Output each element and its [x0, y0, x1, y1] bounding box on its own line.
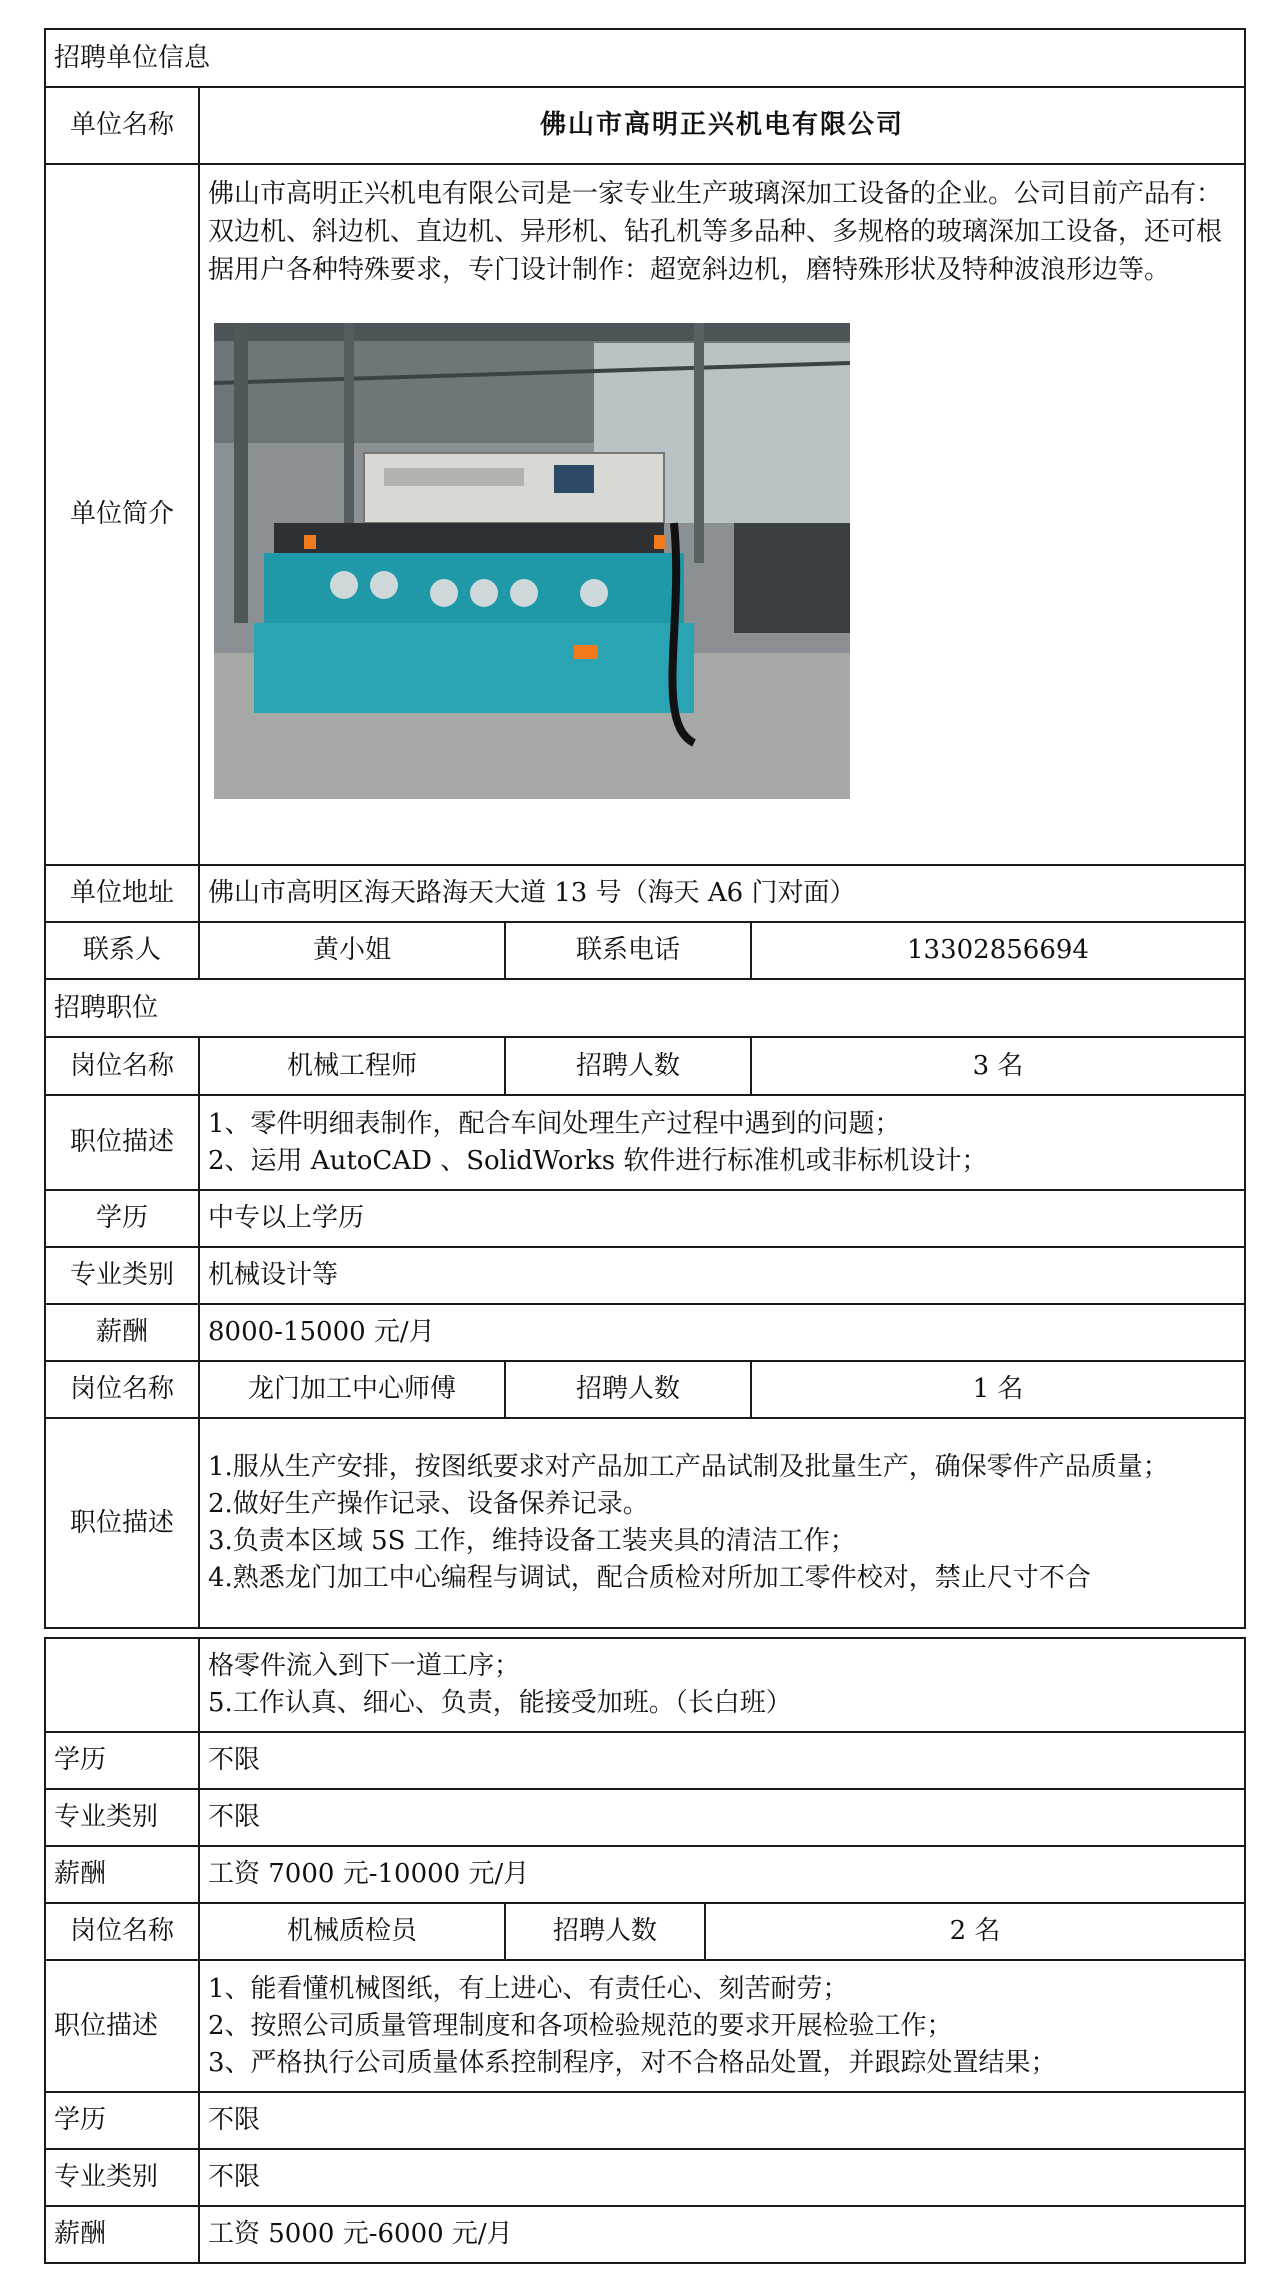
job3-edu-label: 学历	[45, 2092, 199, 2149]
company-contact-row	[45, 922, 1245, 979]
company-name: 佛山市高明正兴机电有限公司	[199, 87, 1245, 164]
job2-salary-label: 薪酬	[45, 1846, 199, 1903]
job1-edu-row	[45, 1190, 1245, 1247]
job2-desc-cont	[199, 1638, 1245, 1732]
job3-edu-row	[45, 2092, 1245, 2149]
job2-desc-line: 1.服从生产安排，按图纸要求对产品加工产品试制及批量生产，确保零件产品质量；	[208, 1452, 1169, 1482]
job3-major: 不限	[199, 2149, 1245, 2206]
job3-title-row	[45, 1903, 1245, 1960]
job3-desc-row	[45, 1960, 1245, 2092]
job2-desc-cont-row	[45, 1638, 1245, 1732]
job1-count-label: 招聘人数	[505, 1037, 751, 1095]
job2-title-row	[45, 1361, 1245, 1418]
job3-count: 2 名	[705, 1903, 1245, 1960]
job1-desc-line: 1、零件明细表制作，配合车间处理生产过程中遇到的问题；	[208, 1108, 901, 1139]
company-intro-label: 单位简介	[45, 164, 199, 865]
job3-title: 机械质检员	[199, 1903, 505, 1960]
phone-number: 13302856694	[751, 922, 1245, 979]
company-intro-cell	[199, 164, 1245, 865]
job2-count: 1 名	[751, 1361, 1245, 1418]
job1-desc-line: 2、运用 AutoCAD 、SolidWorks 软件进行标准机或非标机设计；	[208, 1145, 988, 1176]
job2-major-label: 专业类别	[45, 1789, 199, 1846]
company-section-row	[45, 29, 1245, 87]
recruitment-table-part2	[44, 1637, 1246, 2264]
job2-salary: 工资 7000 元-10000 元/月	[199, 1846, 1245, 1903]
job2-salary-row	[45, 1846, 1245, 1903]
job2-desc-line: 4.熟悉龙门加工中心编程与调试，配合质检对所加工零件校对，禁止尺寸不合	[208, 1563, 1091, 1593]
section-title-jobs: 招聘职位	[45, 979, 1245, 1037]
job3-desc-line: 3、严格执行公司质量体系控制程序，对不合格品处置，并跟踪处置结果；	[208, 2047, 1057, 2078]
job1-major-row	[45, 1247, 1245, 1304]
job2-desc	[199, 1418, 1245, 1628]
job1-salary-row	[45, 1304, 1245, 1361]
job2-count-label: 招聘人数	[505, 1361, 751, 1418]
recruitment-sheet	[44, 28, 1244, 2264]
job1-title-label: 岗位名称	[45, 1037, 199, 1095]
job2-edu-label: 学历	[45, 1732, 199, 1789]
job1-major-label: 专业类别	[45, 1247, 199, 1304]
jobs-section-row	[45, 979, 1245, 1037]
job3-salary: 工资 5000 元-6000 元/月	[199, 2206, 1245, 2263]
job1-desc-label: 职位描述	[45, 1095, 199, 1190]
job3-major-label: 专业类别	[45, 2149, 199, 2206]
job1-salary-label: 薪酬	[45, 1304, 199, 1361]
company-address: 佛山市高明区海天路海天大道 13 号（海天 A6 门对面）	[199, 865, 1245, 922]
page-break-gap	[44, 1629, 1244, 1637]
job2-title: 龙门加工中心师傅	[199, 1361, 505, 1418]
section-title-company: 招聘单位信息	[45, 29, 1245, 87]
recruitment-table-part1	[44, 28, 1246, 1629]
job2-desc-label: 职位描述	[45, 1418, 199, 1628]
job2-desc-cont-label-cell	[45, 1638, 199, 1732]
job2-major: 不限	[199, 1789, 1245, 1846]
job3-desc-label: 职位描述	[45, 1960, 199, 2092]
job3-edu: 不限	[199, 2092, 1245, 2149]
job3-desc-line: 1、能看懂机械图纸，有上进心、有责任心、刻苦耐劳；	[208, 1973, 849, 2004]
job2-desc-line: 2.做好生产操作记录、设备保养记录。	[208, 1489, 649, 1519]
job3-title-label: 岗位名称	[45, 1903, 199, 1960]
job2-desc-row	[45, 1418, 1245, 1628]
job3-desc-line: 2、按照公司质量管理制度和各项检验规范的要求开展检验工作；	[208, 2010, 953, 2041]
job1-desc	[199, 1095, 1245, 1190]
job2-edu-row	[45, 1732, 1245, 1789]
job1-desc-row	[45, 1095, 1245, 1190]
phone-label: 联系电话	[505, 922, 751, 979]
job3-major-row	[45, 2149, 1245, 2206]
job2-desc-line: 3.负责本区域 5S 工作，维持设备工装夹具的清洁工作；	[208, 1526, 856, 1556]
job1-edu-label: 学历	[45, 1190, 199, 1247]
job1-salary: 8000-15000 元/月	[199, 1304, 1245, 1361]
company-address-label: 单位地址	[45, 865, 199, 922]
job3-salary-row	[45, 2206, 1245, 2263]
contact-label: 联系人	[45, 922, 199, 979]
machine-photo	[214, 323, 850, 799]
company-name-label: 单位名称	[45, 87, 199, 164]
job2-desc-line: 格零件流入到下一道工序；	[208, 1651, 521, 1681]
job1-count: 3 名	[751, 1037, 1245, 1095]
job1-edu: 中专以上学历	[199, 1190, 1245, 1247]
job1-major: 机械设计等	[199, 1247, 1245, 1304]
company-name-row	[45, 87, 1245, 164]
job2-title-label: 岗位名称	[45, 1361, 199, 1418]
job2-edu: 不限	[199, 1732, 1245, 1789]
company-intro-text: 佛山市高明正兴机电有限公司是一家专业生产玻璃深加工设备的企业。公司目前产品有：双边机、斜边机、直边机、异形机、钻孔机等多品种、多规格的玻璃深加工设备，还可根据用户各种特殊要求，专门设计制作：超宽斜边机，磨特殊形状及特种波浪形边等。	[208, 179, 1223, 285]
contact-person: 黄小姐	[199, 922, 505, 979]
job1-title: 机械工程师	[199, 1037, 505, 1095]
job3-desc	[199, 1960, 1245, 2092]
job2-desc-line: 5.工作认真、细心、负责，能接受加班。（长白班）	[208, 1688, 792, 1718]
company-address-row	[45, 865, 1245, 922]
job1-title-row	[45, 1037, 1245, 1095]
company-intro-row	[45, 164, 1245, 865]
job3-count-label: 招聘人数	[505, 1903, 705, 1960]
job2-major-row	[45, 1789, 1245, 1846]
job3-salary-label: 薪酬	[45, 2206, 199, 2263]
